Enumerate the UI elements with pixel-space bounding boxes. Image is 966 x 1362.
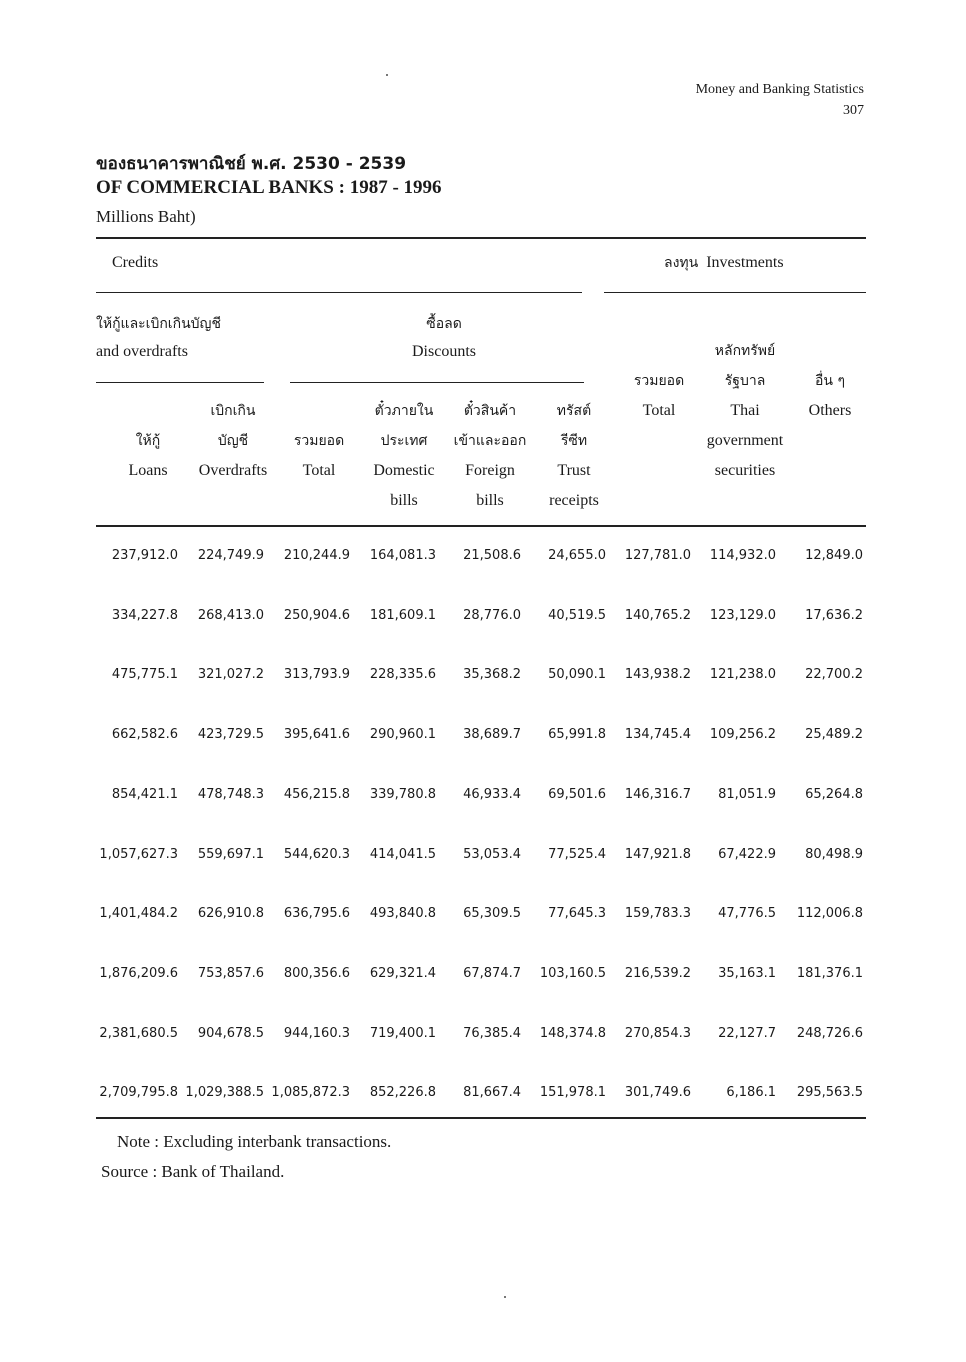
- investments-header-thai: ลงทุน: [664, 255, 699, 271]
- table-cell: 181,609.1: [369, 608, 436, 623]
- table-cell: 1,085,872.3: [271, 1085, 350, 1100]
- table-cell: 24,655.0: [548, 548, 606, 563]
- table-note: Note : Excluding interbank transactions.: [117, 1132, 392, 1151]
- table-cell: 12,849.0: [805, 548, 863, 563]
- table-cell: 1,057,627.3: [99, 847, 178, 862]
- table-cell: 25,489.2: [805, 727, 863, 742]
- table-cell: 147,921.8: [624, 847, 691, 862]
- table-cell: 270,854.3: [624, 1026, 691, 1041]
- page-number: 307: [843, 103, 864, 118]
- table-title-english: OF COMMERCIAL BANKS : 1987 - 1996: [96, 177, 442, 198]
- table-cell: 423,729.5: [197, 727, 264, 742]
- table-source: Source : Bank of Thailand.: [101, 1162, 285, 1181]
- discounts-group-english: Discounts: [412, 343, 476, 360]
- table-cell: 17,636.2: [805, 608, 863, 623]
- table-cell: 35,163.1: [718, 966, 776, 981]
- table-cell: 904,678.5: [197, 1026, 264, 1041]
- table-row: [96, 847, 866, 867]
- table-unit: Millions Baht): [96, 207, 196, 226]
- table-row: [96, 1085, 866, 1105]
- col-government-securities: หลักทรัพย์ รัฐบาล Thai government securities: [706, 343, 784, 479]
- table-cell: 237,912.0: [111, 548, 178, 563]
- table-cell: 121,238.0: [709, 667, 776, 682]
- table-row: [96, 667, 866, 687]
- table-cell: 146,316.7: [624, 787, 691, 802]
- table-cell: 544,620.3: [283, 847, 350, 862]
- table-cell: 414,041.5: [369, 847, 436, 862]
- table-cell: 224,749.9: [197, 548, 264, 563]
- col-overdrafts: เบิกเกิน บัญชี Overdrafts: [198, 403, 268, 479]
- table-cell: 47,776.5: [718, 906, 776, 921]
- table-cell: 164,081.3: [369, 548, 436, 563]
- loans-group-english: and overdrafts: [96, 343, 188, 360]
- col-loans: ให้กู้ Loans: [128, 433, 168, 479]
- col-trust-receipts: ทรัสต์ รีซีท Trust receipts: [549, 403, 599, 509]
- table-cell: 854,421.1: [111, 787, 178, 802]
- table-cell: 40,519.5: [548, 608, 606, 623]
- table-cell: 216,539.2: [624, 966, 691, 981]
- table-cell: 475,775.1: [111, 667, 178, 682]
- table-row: [96, 608, 866, 628]
- table-cell: 629,321.4: [369, 966, 436, 981]
- table-cell: 22,700.2: [805, 667, 863, 682]
- col-investments-total: รวมยอด Total: [633, 373, 685, 419]
- speck: [386, 74, 388, 76]
- table-cell: 250,904.6: [283, 608, 350, 623]
- col-domestic-bills: ตั๋วภายใน ประเทศ Domestic bills: [373, 403, 435, 509]
- discounts-group-thai: ซื้อลด: [426, 316, 462, 332]
- table-cell: 301,749.6: [624, 1085, 691, 1100]
- table-cell: 67,874.7: [463, 966, 521, 981]
- table-cell: 334,227.8: [111, 608, 178, 623]
- table-row: [96, 548, 866, 568]
- table-cell: 395,641.6: [283, 727, 350, 742]
- table-cell: 339,780.8: [369, 787, 436, 802]
- investments-header-english: Investments: [706, 254, 784, 271]
- table-cell: 753,857.6: [197, 966, 264, 981]
- table-cell: 77,645.3: [548, 906, 606, 921]
- table-cell: 35,368.2: [463, 667, 521, 682]
- table-cell: 53,053.4: [463, 847, 521, 862]
- table-row: [96, 787, 866, 807]
- col-loans-total: รวมยอด Total: [293, 433, 345, 479]
- table-cell: 76,385.4: [463, 1026, 521, 1041]
- table-cell: 50,090.1: [548, 667, 606, 682]
- table-cell: 636,795.6: [283, 906, 350, 921]
- table-cell: 313,793.9: [283, 667, 350, 682]
- speck: [504, 1296, 506, 1298]
- table-title-thai: ของธนาคารพาณิชย์ พ.ศ. 2530 - 2539: [96, 154, 407, 174]
- table-cell: 1,876,209.6: [99, 966, 178, 981]
- table-cell: 852,226.8: [369, 1085, 436, 1100]
- table-cell: 210,244.9: [283, 548, 350, 563]
- discounts-group-underline: [290, 382, 584, 383]
- table-cell: 103,160.5: [539, 966, 606, 981]
- table-cell: 112,006.8: [796, 906, 863, 921]
- bottom-rule: [96, 1117, 866, 1119]
- table-cell: 559,697.1: [197, 847, 264, 862]
- col-others: อื่น ๆ Others: [808, 373, 852, 419]
- table-cell: 80,498.9: [805, 847, 863, 862]
- table-cell: 181,376.1: [796, 966, 863, 981]
- table-cell: 123,129.0: [709, 608, 776, 623]
- series-title: Money and Banking Statistics: [695, 82, 864, 97]
- table-cell: 22,127.7: [718, 1026, 776, 1041]
- table-cell: 2,381,680.5: [99, 1026, 178, 1041]
- table-cell: 268,413.0: [197, 608, 264, 623]
- table-cell: 800,356.6: [283, 966, 350, 981]
- table-cell: 148,374.8: [539, 1026, 606, 1041]
- table-row: [96, 1026, 866, 1046]
- table-cell: 77,525.4: [548, 847, 606, 862]
- table-cell: 38,689.7: [463, 727, 521, 742]
- table-cell: 321,027.2: [197, 667, 264, 682]
- table-cell: 65,991.8: [548, 727, 606, 742]
- col-foreign-bills: ตั๋วสินค้า เข้าและออก Foreign bills: [453, 403, 527, 509]
- table-cell: 46,933.4: [463, 787, 521, 802]
- table-cell: 295,563.5: [796, 1085, 863, 1100]
- table-cell: 456,215.8: [283, 787, 350, 802]
- table-row: [96, 966, 866, 986]
- table-cell: 65,264.8: [805, 787, 863, 802]
- table-cell: 6,186.1: [726, 1085, 776, 1100]
- table-cell: 290,960.1: [369, 727, 436, 742]
- table-cell: 65,309.5: [463, 906, 521, 921]
- table-cell: 28,776.0: [463, 608, 521, 623]
- loans-group-underline: [96, 382, 264, 383]
- table-row: [96, 727, 866, 747]
- table-cell: 1,029,388.5: [185, 1085, 264, 1100]
- investments-underline: [604, 292, 866, 293]
- table-cell: 719,400.1: [369, 1026, 436, 1041]
- table-cell: 248,726.6: [796, 1026, 863, 1041]
- table-cell: 2,709,795.8: [99, 1085, 178, 1100]
- credits-header: Credits: [112, 254, 159, 271]
- loans-group-thai: ให้กู้และเบิกเกินบัญชี: [96, 316, 221, 332]
- table-row: [96, 906, 866, 926]
- table-cell: 114,932.0: [709, 548, 776, 563]
- table-cell: 944,160.3: [283, 1026, 350, 1041]
- table-cell: 69,501.6: [548, 787, 606, 802]
- table-cell: 140,765.2: [624, 608, 691, 623]
- top-rule: [96, 237, 866, 239]
- table-cell: 143,938.2: [624, 667, 691, 682]
- table-cell: 127,781.0: [624, 548, 691, 563]
- credits-underline: [96, 292, 582, 293]
- table-cell: 626,910.8: [197, 906, 264, 921]
- table-cell: 662,582.6: [111, 727, 178, 742]
- investments-header: [664, 248, 784, 278]
- table-cell: 151,978.1: [539, 1085, 606, 1100]
- table-cell: 81,667.4: [463, 1085, 521, 1100]
- table-cell: 67,422.9: [718, 847, 776, 862]
- table-cell: 109,256.2: [709, 727, 776, 742]
- table-cell: 159,783.3: [624, 906, 691, 921]
- table-cell: 21,508.6: [463, 548, 521, 563]
- table-cell: 493,840.8: [369, 906, 436, 921]
- table-cell: 81,051.9: [718, 787, 776, 802]
- table-cell: 478,748.3: [197, 787, 264, 802]
- table-cell: 134,745.4: [624, 727, 691, 742]
- table-cell: 1,401,484.2: [99, 906, 178, 921]
- header-rule: [96, 525, 866, 527]
- table-cell: 228,335.6: [369, 667, 436, 682]
